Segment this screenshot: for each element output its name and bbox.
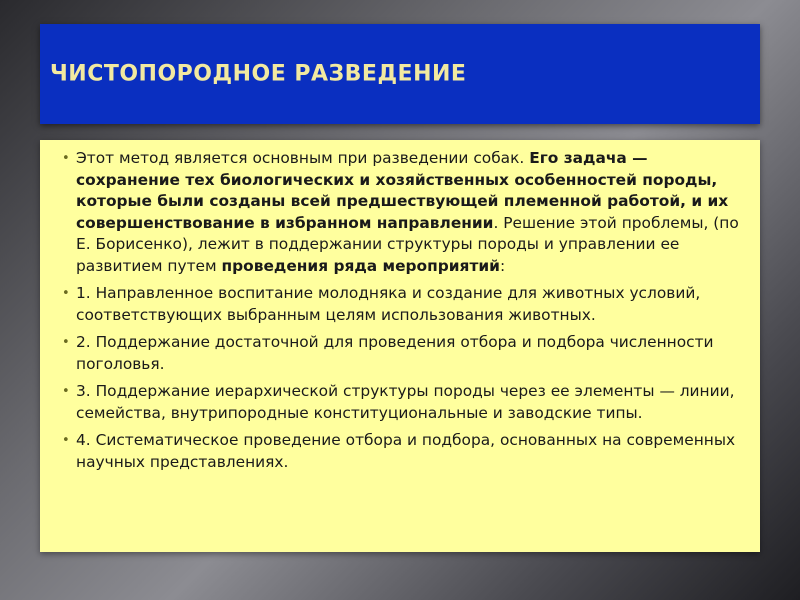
list-item-text: 2. Поддержание достаточной для проведения отбора и подбора численности поголовья.: [76, 333, 714, 373]
list-item: [62, 381, 746, 424]
bullet-icon: •: [62, 151, 70, 166]
list-item-text: 1. Направленное воспитание молодняка и создание для животных условий, соответствующих выбранным целям использования животных.: [76, 284, 701, 324]
bullet-icon: •: [62, 286, 70, 301]
intro-bold-1: Его задача — сохранение тех биологических и хозяйственных особенностей породы, которые были созданы всей предшествующей племенной работой, и их совершенствование в избранном направлении: [76, 149, 729, 232]
content-panel: [40, 140, 760, 552]
intro-text-3: :: [499, 256, 506, 275]
slide-title: ЧИСТОПОРОДНОЕ РАЗВЕДЕНИЕ: [50, 61, 467, 87]
list-item-text: 4. Систематическое проведение отбора и подбора, основанных на современных научных представлениях.: [76, 431, 736, 471]
intro-text-2: . Решение этой проблемы, (по Е. Борисенко), лежит в поддержании структуры породы и управлении ее развитием путем: [76, 213, 739, 275]
bullet-icon: •: [62, 335, 70, 350]
list-item: [62, 430, 746, 473]
intro-bold-2: проведения ряда мероприятий: [221, 256, 500, 275]
bullet-icon: •: [62, 384, 70, 399]
title-banner: [40, 24, 760, 124]
intro-text-1: Этот метод является основным при разведении собак.: [76, 149, 530, 167]
list-item: [62, 332, 746, 375]
list-item: [62, 283, 746, 326]
intro-paragraph: [62, 148, 746, 277]
bullet-icon: •: [62, 433, 70, 448]
list-item-text: 3. Поддержание иерархической структуры породы через ее элементы — линии, семейства, внутрипородные конституциональные и заводские типы.: [76, 382, 735, 422]
